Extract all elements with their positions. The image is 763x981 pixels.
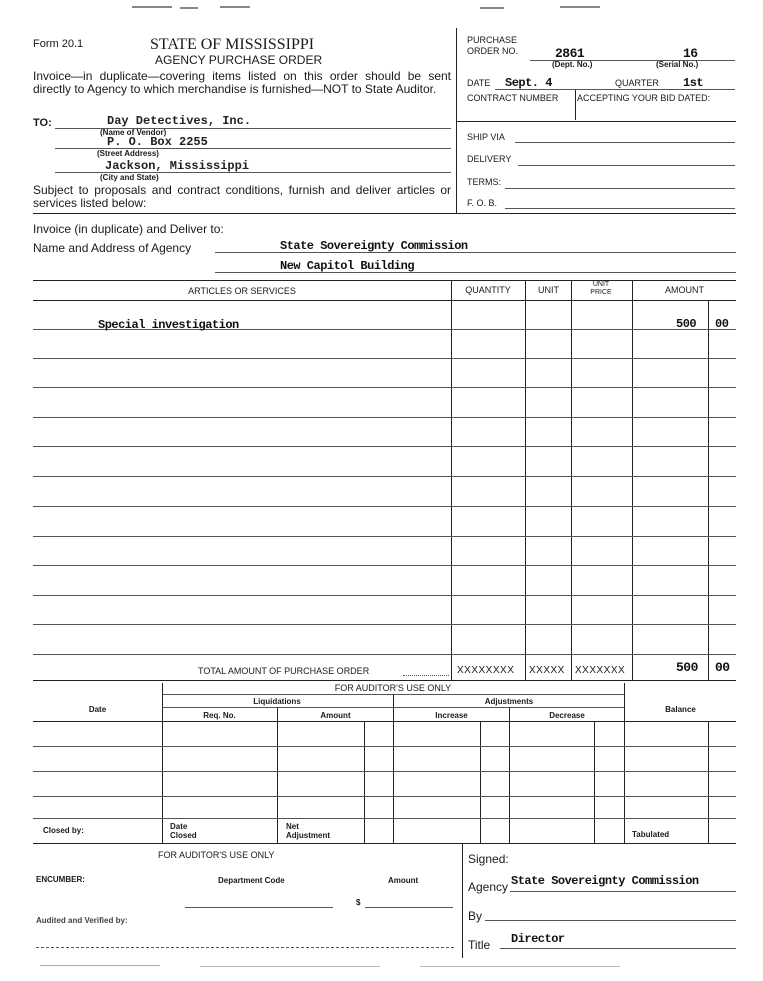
row-line [33, 387, 736, 388]
item-description: Special investigation [98, 318, 239, 332]
net-adjustment-label [286, 822, 330, 840]
col-divider-price [632, 280, 633, 680]
total-label: TOTAL AMOUNT OF PURCHASE ORDER [198, 666, 370, 676]
auditor-col-amount-cents [364, 721, 365, 843]
fob-line [505, 208, 735, 209]
ship-via-label: SHIP VIA [467, 132, 505, 142]
date-line [495, 89, 735, 90]
scan-artifact [420, 966, 620, 967]
table-top-rule [33, 280, 736, 281]
signed-agency-label: Agency [468, 880, 509, 894]
unit-price-header [572, 281, 630, 297]
total-leader [403, 675, 449, 676]
articles-header: ARTICLES OR SERVICES [188, 286, 296, 296]
vendor-city: Jackson, Mississippi [105, 159, 250, 173]
contract-number-label: CONTRACT NUMBER [467, 93, 559, 103]
col-divider-quantity [525, 280, 526, 680]
po-label: PURCHASE ORDER NO. [467, 35, 519, 56]
by-line [485, 920, 736, 921]
col-divider-cents [708, 300, 709, 680]
to-label: TO: [33, 117, 52, 129]
header-row-rule [33, 300, 736, 301]
serial-number: 16 [683, 46, 698, 61]
dept-number-caption: (Dept. No.) [552, 60, 593, 69]
closed-by-label: Closed by: [43, 826, 84, 835]
total-amount-cents: 00 [715, 660, 730, 675]
vendor-street: P. O. Box 2255 [107, 135, 208, 149]
terms-label: TERMS: [467, 177, 502, 187]
row-line [33, 506, 736, 507]
date-label: DATE [467, 78, 491, 88]
signed-agency-value: State Sovereignty Commission [511, 874, 699, 888]
unit-price-header-line1: UNIT [592, 281, 610, 288]
vendor-name-caption: (Name of Vendor) [100, 128, 167, 137]
po-date: Sept. 4 [505, 76, 552, 90]
item-amount-cents: 00 [715, 317, 729, 331]
invoice-instructions: Invoice—in duplicate—covering items listed on this order should be sent directly to Agency to which merchandise is furnished—NOT to State Auditor. [33, 69, 451, 96]
quantity-header: QUANTITY [465, 285, 511, 295]
auditor-col-amount [277, 707, 278, 843]
title-line [500, 948, 736, 949]
bid-dated-label: ACCEPTING YOUR BID DATED: [577, 93, 711, 103]
encumber-amount-label: Amount [388, 876, 419, 885]
row-line [33, 476, 736, 477]
auditor-col-balance-cents [708, 721, 709, 843]
terms-line [505, 188, 735, 189]
serial-number-caption: (Serial No.) [656, 60, 699, 69]
auditor-bottom-rule [33, 843, 736, 844]
row-line [33, 565, 736, 566]
delivery-line [518, 165, 735, 166]
encumber-amount-line [365, 907, 453, 908]
balance-header: Balance [665, 705, 696, 714]
row-line [33, 624, 736, 625]
item-amount-dollars: 500 [676, 317, 697, 331]
row-line [33, 446, 736, 447]
date-closed-line1: Date [170, 822, 188, 831]
total-amount-dollars: 500 [676, 660, 698, 675]
decrease-header: Decrease [549, 711, 585, 720]
liquidations-header: Liquidations [253, 697, 301, 706]
fob-label: F. O. B. [467, 198, 498, 208]
vendor-name: Day Detectives, Inc. [107, 114, 252, 128]
city-caption: (City and State) [100, 173, 159, 182]
scan-artifact [180, 7, 198, 9]
col-divider-articles [451, 280, 452, 680]
col-divider-unit [571, 280, 572, 680]
scan-artifact [480, 7, 504, 9]
liq-amount-header: Amount [320, 711, 351, 720]
amount-header: AMOUNT [665, 285, 704, 295]
invoice-deliver-label: Invoice (in duplicate) and Deliver to: [33, 222, 224, 236]
dept-number: 2861 [555, 46, 585, 61]
date-closed-label [170, 822, 197, 840]
auditor-table-title: FOR AUDITOR'S USE ONLY [334, 683, 452, 693]
date-closed-line2: Closed [170, 831, 197, 840]
footer-divider [462, 843, 463, 958]
dollar-sign: $ [356, 898, 361, 907]
net-adjustment-line1: Net [286, 822, 299, 831]
auditor-row-line [33, 746, 736, 747]
scan-artifact [220, 6, 250, 8]
unit-price-header-line2: PRICE [590, 289, 612, 296]
header-bottom-rule [33, 213, 736, 214]
req-no-header: Req. No. [203, 711, 236, 720]
delivery-label: DELIVERY [467, 154, 512, 164]
row-line [33, 654, 736, 655]
form-number: Form 20.1 [33, 38, 84, 50]
total-unit-x: XXXXX [529, 665, 565, 676]
title-label: Title [468, 938, 491, 952]
auditor-col-increase-cents [480, 721, 481, 843]
scan-artifact [560, 6, 600, 8]
auditor-row-line [33, 818, 736, 819]
ship-via-line [515, 142, 735, 143]
street-caption: (Street Address) [97, 149, 159, 158]
encumber-label: ENCUMBER: [36, 875, 85, 884]
quarter-value: 1st [683, 76, 704, 90]
row-line [33, 417, 736, 418]
row-line [33, 358, 736, 359]
contract-bottom-line [456, 121, 736, 122]
scan-artifact [132, 6, 172, 8]
auditor-col-decrease-cents [594, 721, 595, 843]
audited-line [36, 947, 454, 948]
agency-address: New Capitol Building [280, 259, 415, 273]
net-adjustment-line2: Adjustment [286, 831, 330, 840]
signed-agency-line [510, 891, 736, 892]
auditor-row-line [33, 796, 736, 797]
agency-name-label: Name and Address of Agency [33, 241, 192, 255]
row-line [33, 595, 736, 596]
total-price-x: XXXXXXX [575, 665, 626, 676]
unit-header: UNIT [538, 285, 559, 295]
total-quantity-x: XXXXXXXX [457, 665, 515, 676]
footer-auditor-title: FOR AUDITOR'S USE ONLY [158, 850, 275, 860]
auditor-col-decrease [509, 707, 510, 843]
increase-header: Increase [435, 711, 468, 720]
subject-text: Subject to proposals and contract conditions, furnish and deliver articles or services listed below: [33, 183, 451, 210]
signed-label: Signed: [468, 852, 509, 866]
tabulated-label: Tabulated [632, 830, 670, 839]
table-bottom-rule [33, 680, 736, 681]
quarter-label: QUARTER [615, 78, 659, 88]
row-line [33, 536, 736, 537]
form-title: STATE OF MISSISSIPPI [150, 36, 315, 53]
department-code-line [185, 907, 333, 908]
by-label: By [468, 909, 483, 923]
adjustments-header: Adjustments [484, 697, 534, 706]
department-code-label: Department Code [218, 876, 285, 885]
auditor-date-header: Date [88, 705, 107, 714]
agency-name: State Sovereignty Commission [280, 239, 468, 253]
form-subtitle: AGENCY PURCHASE ORDER [155, 53, 323, 67]
audited-verified-label: Audited and Verified by: [36, 916, 128, 925]
contract-divider [575, 90, 576, 120]
auditor-header-bottom [33, 721, 736, 722]
title-value: Director [511, 932, 565, 946]
scan-artifact [40, 965, 160, 966]
scan-artifact [200, 966, 380, 967]
auditor-row-line [33, 771, 736, 772]
